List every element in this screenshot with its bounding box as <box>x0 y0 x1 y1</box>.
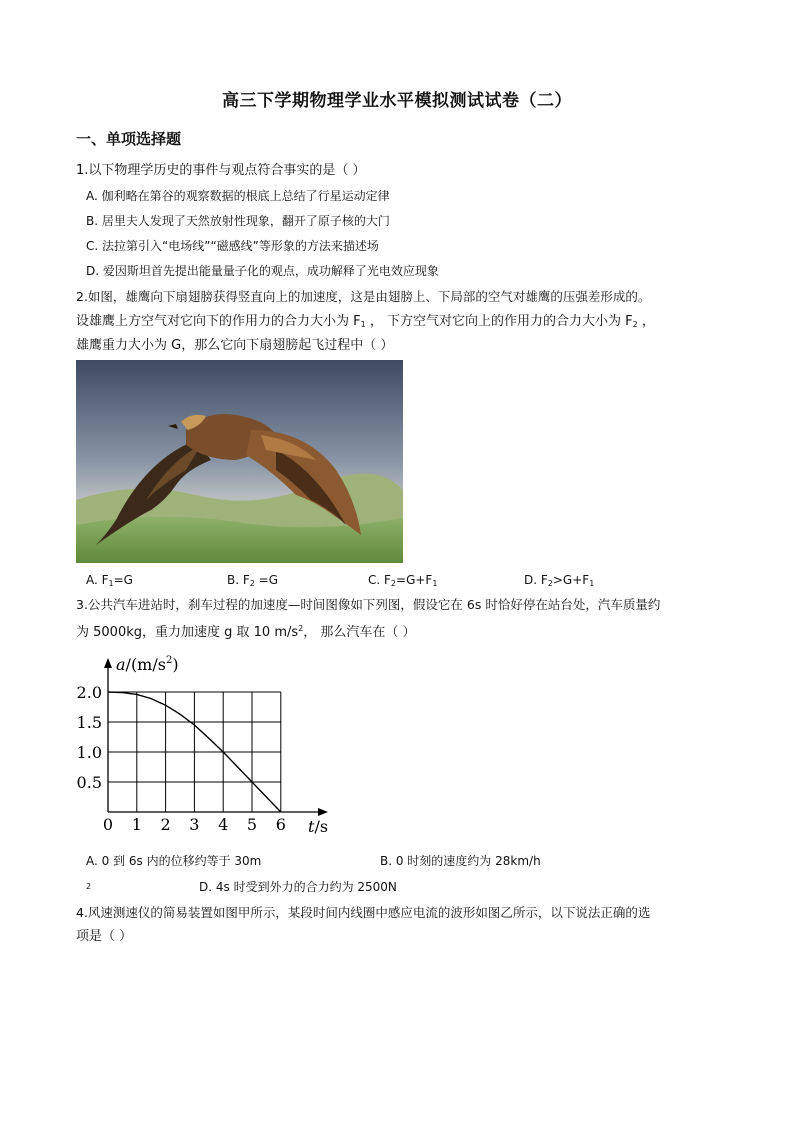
x-tick-label: 2 <box>160 815 171 834</box>
x-tick-label: 4 <box>218 815 229 834</box>
x-tick-label: 5 <box>246 815 258 834</box>
y-axis-label: $a/(m/s^2)$ <box>116 655 179 674</box>
y-axis-arrow <box>104 658 112 668</box>
page-title: 高三下学期物理学业水平模拟测试试卷（二） <box>222 91 572 111</box>
section-heading: 一、单项选择题 <box>76 130 182 148</box>
question-3-option-d: D. 4s 时受到外力的合力约为 2500N <box>199 880 397 894</box>
question-4-line-2: 项是（ ） <box>76 929 133 944</box>
y-tick-label: 1.5 <box>76 713 102 732</box>
question-1-option-d: D. 爱因斯坦首先提出能量量子化的观点，成功解释了光电效应现象 <box>86 264 439 278</box>
x-axis-label: t/s <box>308 817 329 836</box>
question-3-option-c-fragment: 2 <box>86 882 92 891</box>
x-tick-label: 1 <box>131 815 142 834</box>
question-1-stem: 1.以下物理学历史的事件与观点符合事实的是（ ） <box>76 163 366 178</box>
y-tick-label: 1.0 <box>76 743 102 762</box>
question-2-line-2: 设雄鹰上方空气对它向下的作用力的合力大小为 $F_1$ ， 下方空气对它向上的作用力的合力大小为 $F_2$ ， <box>76 314 655 329</box>
question-2-option-d: D. $F_2>G+F_1$ <box>524 573 595 588</box>
eagle-photo <box>76 360 403 563</box>
question-2-option-c: C. $F_2=G+F_1$ <box>368 573 438 588</box>
y-tick-label: 2.0 <box>76 683 102 702</box>
x-tick-label: 3 <box>189 815 200 834</box>
question-3-option-a: A. 0 到 6s 内的位移约等于 30m <box>86 854 262 868</box>
question-2-option-b: B. $F_2 =G$ <box>227 573 279 588</box>
y-tick-label: 0.5 <box>76 773 102 792</box>
question-3-line-1: 3.公共汽车进站时，刹车过程的加速度—时间图像如下列图，假设它在 6s 时恰好停在站台处，汽车质量约 <box>76 597 661 612</box>
question-1-option-b: B. 居里夫人发现了天然放射性现象，翻开了原子核的大门 <box>86 214 390 228</box>
question-1-option-c: C. 法拉第引入“电场线”“磁感线”等形象的方法来描述场 <box>86 239 379 253</box>
question-2-option-a: A. $F_1=G$ <box>86 573 133 588</box>
question-2-line-1: 2.如图，雄鹰向下扇翅膀获得竖直向上的加速度，这是由翅膀上、下局部的空气对雄鹰的压强差形成的。 <box>76 289 651 304</box>
question-3-option-b: B. 0 时刻的速度约为 28km/h <box>380 854 541 868</box>
x-tick-label: 0 <box>102 815 114 834</box>
x-axis-arrow <box>318 808 328 816</box>
question-3-line-2: 为 5000kg，重力加速度 g 取 10 $m/s^2$， 那么汽车在（ ） <box>76 624 416 640</box>
x-tick-label: 6 <box>275 815 286 834</box>
acceleration-time-graph <box>72 652 342 842</box>
question-1-option-a: A. 伽利略在第谷的观察数据的根底上总结了行星运动定律 <box>86 189 390 203</box>
question-4-line-1: 4.风速测速仪的简易装置如图甲所示，某段时间内线圈中感应电流的波形如图乙所示，以下说法正确的选 <box>76 905 651 920</box>
question-2-line-3: 雄鹰重力大小为 G，那么它向下扇翅膀起飞过程中（ ） <box>76 338 394 353</box>
